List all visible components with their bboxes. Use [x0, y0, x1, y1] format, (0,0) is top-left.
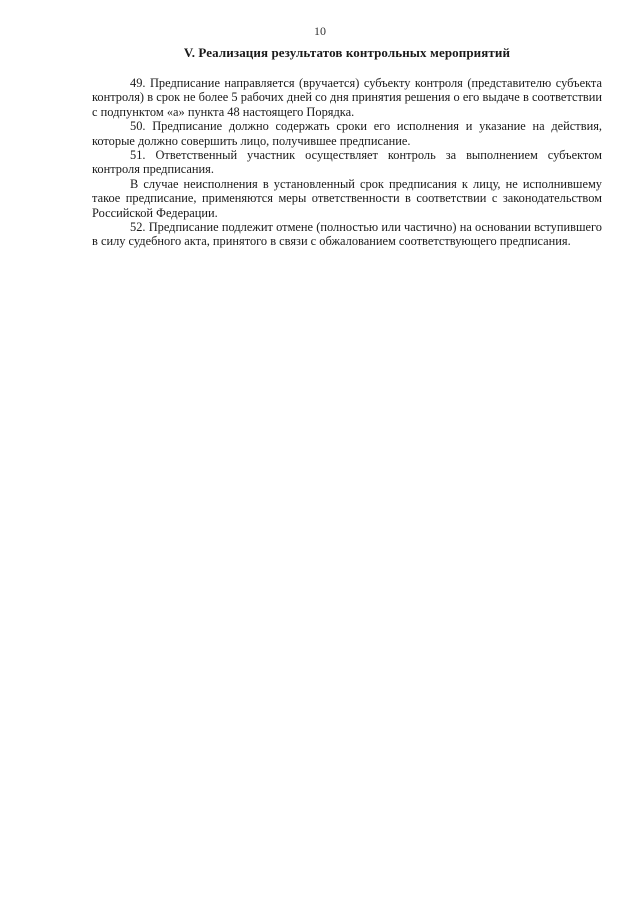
page-number: 10 [314, 24, 326, 38]
paragraph-49: 49. Предписание направляется (вручается) субъекту контроля (представителю субъекта контроля) в срок не более 5 рабочих дней со дня принятия решения о его выдаче в соответствии с подпунктом «а» пункта 48 настоящего Порядка. [92, 76, 602, 119]
paragraph-51: 51. Ответственный участник осуществляет контроль за выполнением субъектом контроля предписания. [92, 148, 602, 177]
section-title: V. Реализация результатов контрольных мероприятий [183, 45, 511, 60]
paragraph-50: 50. Предписание должно содержать сроки его исполнения и указание на действия, которые должно совершить лицо, получившее предписание. [92, 119, 602, 148]
document-body [92, 76, 602, 249]
paragraph-51-continued: В случае неисполнения в установленный срок предписания к лицу, не исполнившему такое предписание, применяются меры ответственности в соответствии с законодательством Российской Федерации. [92, 176, 602, 220]
paragraph-52: 52. Предписание подлежит отмене (полностью или частично) на основании вступившего в силу судебного акта, принятого в связи с обжалованием соответствующего предписания. [92, 220, 602, 249]
